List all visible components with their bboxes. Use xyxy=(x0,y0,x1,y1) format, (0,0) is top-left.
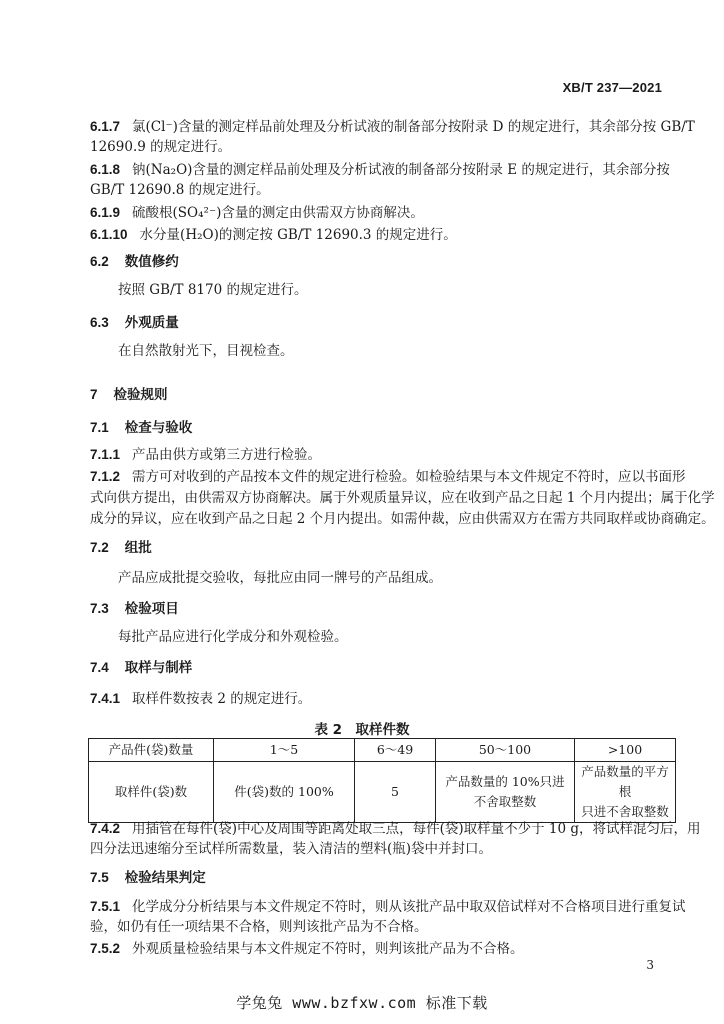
clause-7-5-1-line-1 xyxy=(90,896,686,918)
clause-number: 6.1.7 xyxy=(90,119,121,134)
clause-number: 7.4.1 xyxy=(90,691,121,706)
section-number: 7.3 xyxy=(90,601,109,616)
section-7-4-heading xyxy=(90,657,192,679)
clause-number: 6.1.9 xyxy=(90,205,121,220)
table-2 xyxy=(88,738,676,823)
section-number: 6.2 xyxy=(90,254,109,269)
clause-6-1-8-line-1 xyxy=(90,159,675,181)
clause-6-1-7-line-2: 12690.9 的规定进行。 xyxy=(90,139,232,155)
section-title: 取样与制样 xyxy=(124,660,193,676)
clause-7-1-1 xyxy=(90,444,675,466)
section-7-1-heading xyxy=(90,417,192,439)
table-header-cell: 产品件(袋)数量 xyxy=(89,739,214,762)
clause-number: 7.1.1 xyxy=(90,447,121,462)
table-header-cell: 50～100 xyxy=(436,739,575,762)
table-header-cell: 1～5 xyxy=(214,739,355,762)
clause-6-1-7-line-1 xyxy=(90,116,695,138)
section-7-3-heading xyxy=(90,598,179,620)
clause-6-1-8-line-2: GB/T 12690.8 的规定进行。 xyxy=(90,182,270,198)
table-row-label: 取样件(袋)数 xyxy=(89,762,214,823)
clause-text: 硫酸根(SO₄²⁻)含量的测定由供需双方协商解决。 xyxy=(132,205,424,221)
table-cell xyxy=(575,762,676,823)
section-6-2-text: 按照 GB/T 8170 的规定进行。 xyxy=(118,282,308,298)
clause-6-1-10 xyxy=(90,224,675,246)
section-number: 6.3 xyxy=(90,315,109,330)
clause-text: 用插管在每件(袋)中心及周围等距离处取三点，每件(袋)取样量不少于 10 g，将试样混匀后，用 xyxy=(132,821,701,837)
clause-7-1-2-line-3: 成分的异议，应在收到产品之日起 2 个月内提出。如需仲裁，应由供需双方在需方共同取样或协商确定。 xyxy=(90,511,715,527)
table-header-cell: 6～49 xyxy=(355,739,436,762)
page-number: 3 xyxy=(646,958,654,972)
table-cell-line: 只进不舍取整数 xyxy=(581,804,669,819)
table-cell-line: 产品数量的 10%只进 xyxy=(445,774,565,789)
section-number: 7.4 xyxy=(90,660,109,675)
clause-number: 6.1.10 xyxy=(90,227,128,242)
section-number: 7.1 xyxy=(90,420,109,435)
clause-number: 7.5.1 xyxy=(90,899,121,914)
table-header-row xyxy=(89,739,676,762)
clause-6-1-9 xyxy=(90,202,675,224)
clause-7-4-2-line-2: 四分法迅速缩分至试样所需数量，装入清洁的塑料(瓶)袋中并封口。 xyxy=(90,841,493,857)
section-title: 检验结果判定 xyxy=(124,870,206,886)
clause-number: 7.1.2 xyxy=(90,469,121,484)
table-row xyxy=(89,762,676,823)
table-header-cell: >100 xyxy=(575,739,676,762)
clause-text: 取样件数按表 2 的规定进行。 xyxy=(132,691,312,707)
standard-code: XB/T 237—2021 xyxy=(562,80,662,95)
section-7-3-text: 每批产品应进行化学成分和外观检验。 xyxy=(118,629,348,645)
section-7-5-heading xyxy=(90,867,206,889)
footer-watermark: 学兔兔 www.bzfxw.com 标准下载 xyxy=(236,994,488,1012)
clause-7-5-2 xyxy=(90,938,675,960)
section-7-2-text: 产品应成批提交验收，每批应由同一牌号的产品组成。 xyxy=(118,570,442,586)
clause-text: 产品由供方或第三方进行检验。 xyxy=(132,447,322,463)
table-cell-line: 产品数量的平方根 xyxy=(581,764,669,799)
clause-7-4-2-line-1 xyxy=(90,818,701,840)
section-6-2-heading xyxy=(90,251,179,273)
clause-7-5-1-line-2: 验，如仍有任一项结果不合格，则判该批产品为不合格。 xyxy=(90,919,428,935)
section-7-2-heading xyxy=(90,537,152,559)
clause-number: 6.1.8 xyxy=(90,162,121,177)
table-2-caption: 表 2 取样件数 xyxy=(314,722,410,738)
clause-text: 需方可对收到的产品按本文件的规定进行检验。如检验结果与本文件规定不符时，应以书面形 xyxy=(132,469,686,485)
section-title: 组批 xyxy=(124,540,152,556)
clause-7-4-1 xyxy=(90,688,675,710)
chapter-title: 检验规则 xyxy=(113,387,168,403)
clause-number: 7.4.2 xyxy=(90,821,121,836)
table-cell xyxy=(436,762,575,823)
table-cell-line: 不舍取整数 xyxy=(473,794,537,809)
section-title: 外观质量 xyxy=(124,315,179,331)
section-title: 数值修约 xyxy=(124,254,179,270)
section-6-3-heading xyxy=(90,312,179,334)
chapter-7-heading xyxy=(90,384,168,406)
clause-7-1-2-line-1 xyxy=(90,466,686,488)
chapter-number: 7 xyxy=(90,387,98,402)
clause-text: 钠(Na₂O)含量的测定样品前处理及分析试液的制备部分按附录 E 的规定进行，其余部分按 xyxy=(132,162,670,178)
clause-text: 外观质量检验结果与本文件规定不符时，则判该批产品为不合格。 xyxy=(132,941,524,957)
section-6-3-text: 在自然散射光下，目视检查。 xyxy=(118,343,294,359)
section-number: 7.5 xyxy=(90,870,109,885)
clause-text: 水分量(H₂O)的测定按 GB/T 12690.3 的规定进行。 xyxy=(139,227,457,243)
clause-text: 氯(Cl⁻)含量的测定样品前处理及分析试液的制备部分按附录 D 的规定进行，其余部分按 GB/T xyxy=(132,119,695,135)
clause-text: 化学成分分析结果与本文件规定不符时，则从该批产品中取双倍试样对不合格项目进行重复试 xyxy=(132,899,686,915)
clause-7-1-2-line-2: 式向供方提出，由供需双方协商解决。属于外观质量异议，应在收到产品之日起 1 个月内提出；属于化学 xyxy=(90,490,715,506)
clause-number: 7.5.2 xyxy=(90,941,121,956)
section-title: 检验项目 xyxy=(124,601,179,617)
section-number: 7.2 xyxy=(90,540,109,555)
section-title: 检查与验收 xyxy=(124,420,193,436)
table-cell: 件(袋)数的 100% xyxy=(214,762,355,823)
table-cell: 5 xyxy=(355,762,436,823)
